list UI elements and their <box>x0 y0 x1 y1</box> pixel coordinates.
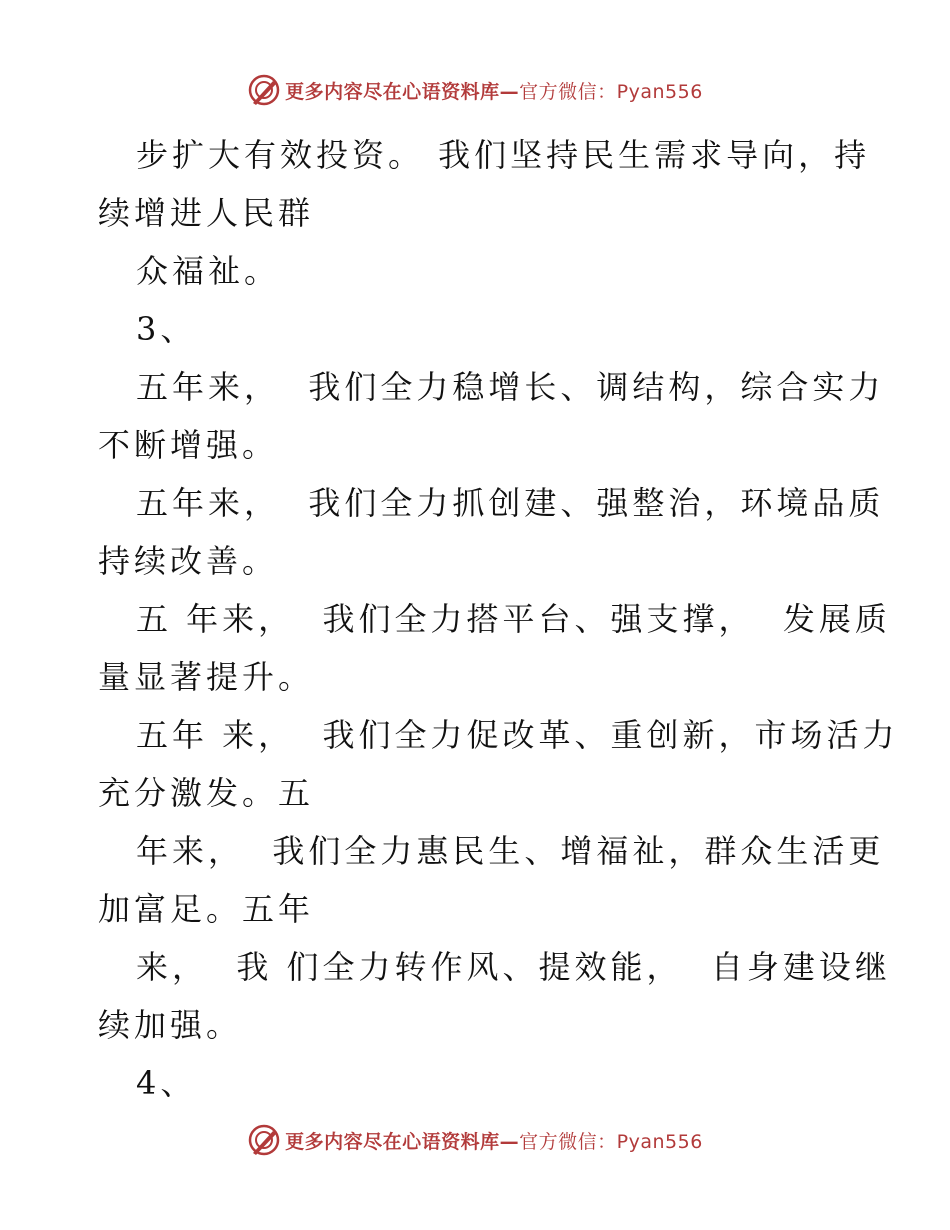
banner-text: 更多内容尽在心语资料库— <box>285 1130 520 1153</box>
pen-logo-icon <box>247 73 281 107</box>
banner-wechat: 官方微信：Pyan556 <box>519 80 703 103</box>
text-line: 不断增强。 <box>98 426 279 464</box>
header-banner <box>0 70 950 110</box>
text-line: 加富足。五年 <box>98 890 315 928</box>
text-line: 五年来， 我们全力稳增长、调结构，综合实力 <box>136 368 885 406</box>
banner-text: 更多内容尽在心语资料库— <box>285 80 520 103</box>
text-line: 五年来， 我们全力抓创建、强整治，环境品质 <box>136 484 885 522</box>
text-line: 五 年来， 我们全力搭平台、强支撑， 发展质 <box>136 600 891 638</box>
text-line: 持续改善。 <box>98 542 279 580</box>
text-line: 续加强。 <box>98 1006 243 1044</box>
text-line: 五年 来， 我们全力促改革、重创新，市场活力 <box>136 716 899 754</box>
text-line: 续增进人民群 <box>98 194 315 232</box>
footer-banner <box>0 1120 950 1160</box>
document-body <box>98 126 899 1112</box>
text-line: 4、 <box>136 1064 197 1102</box>
text-line: 3、 <box>136 310 197 348</box>
text-line: 来， 我 们全力转作风、提效能， 自身建设继 <box>136 948 891 986</box>
pen-logo-icon <box>247 1123 281 1157</box>
banner-wechat: 官方微信：Pyan556 <box>519 1130 703 1153</box>
text-line: 众福祉。 <box>136 252 281 290</box>
text-line: 量显著提升。 <box>98 658 315 696</box>
text-line: 充分激发。五 <box>98 774 315 812</box>
text-line: 年来， 我们全力惠民生、增福祉，群众生活更 <box>136 832 885 870</box>
text-line: 步扩大有效投资。 我们坚持民生需求导向，持 <box>136 136 871 174</box>
